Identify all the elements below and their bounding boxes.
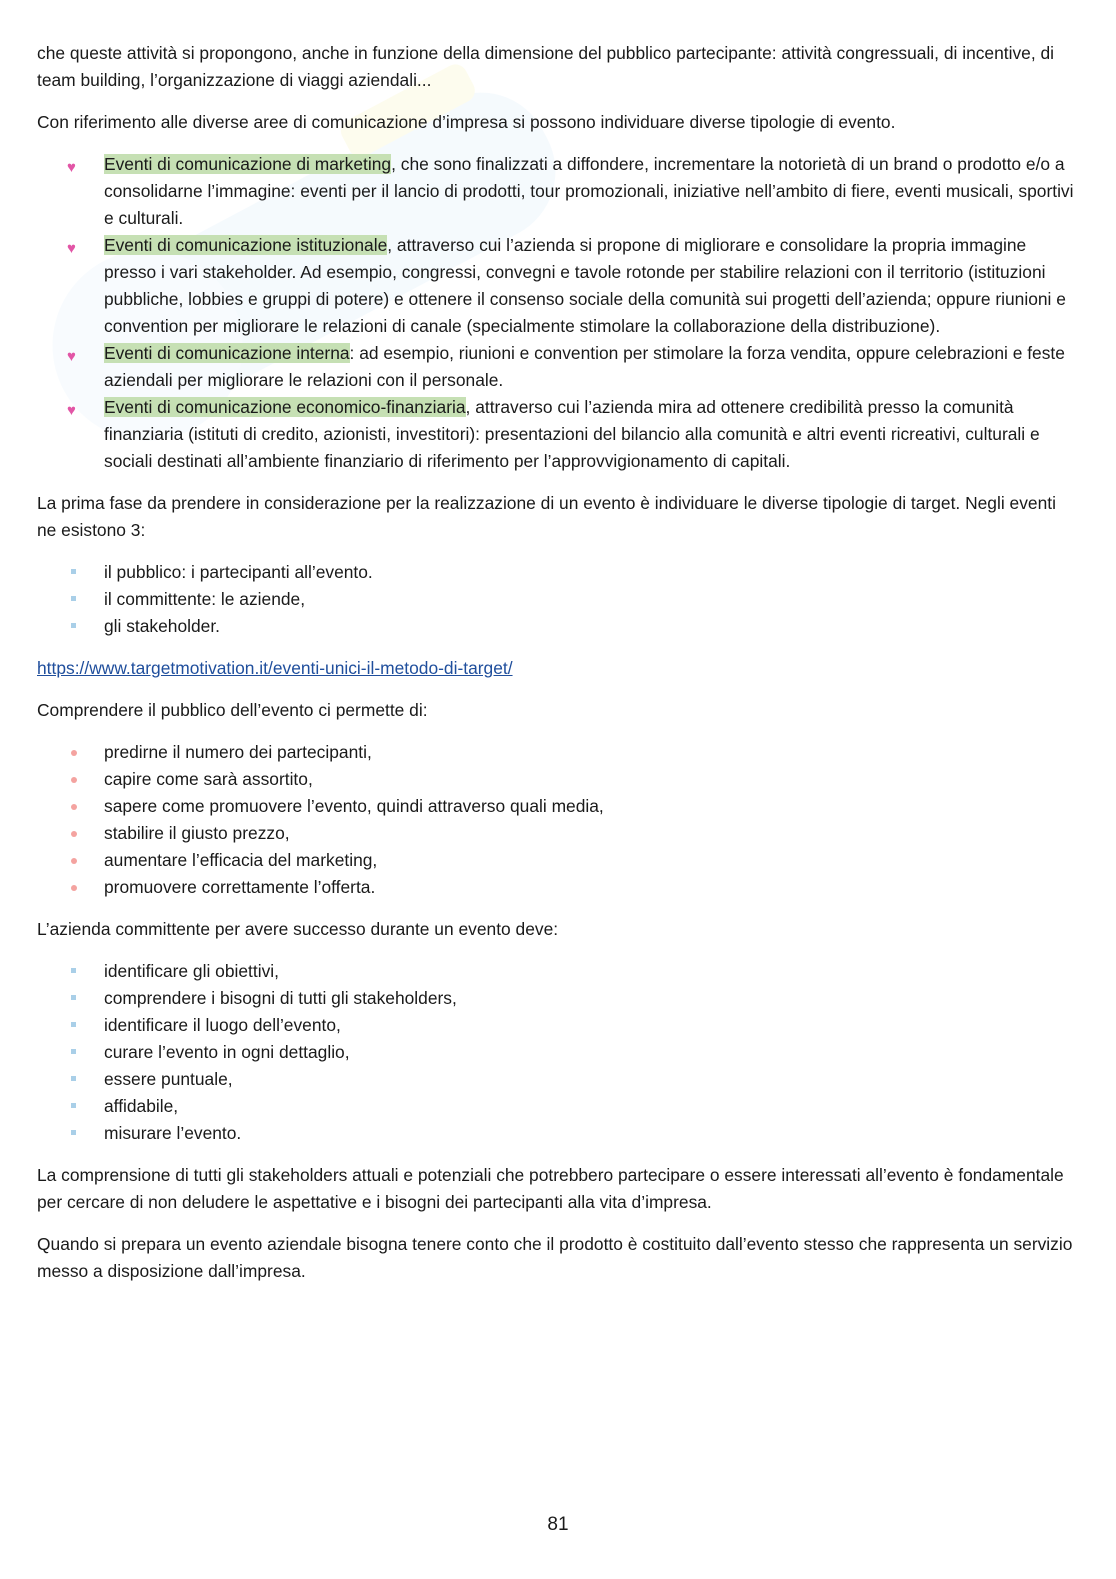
list-item [67, 394, 1077, 475]
heart-bullet-icon: ♥ [67, 159, 76, 176]
list-item: identificare il luogo dell’evento, [104, 1012, 1077, 1039]
list-item: misurare l’evento. [104, 1120, 1077, 1147]
heart-bullet-icon: ♥ [67, 402, 76, 419]
list-item: il pubblico: i partecipanti all’evento. [104, 559, 1077, 586]
list-item: sapere come promuovere l’evento, quindi attraverso quali media, [104, 793, 1077, 820]
list-item: identificare gli obiettivi, [104, 958, 1077, 985]
highlighted-term: Eventi di comunicazione interna [104, 343, 350, 363]
intro-paragraph: che queste attività si propongono, anche in funzione della dimensione del pubblico partecipante: attività congressuali, di incentive, di team building, l’organizzazione di viaggi aziendali... [37, 43, 1055, 90]
square-bullet-icon [71, 623, 76, 628]
list-item: curare l’evento in ogni dettaglio, [104, 1039, 1077, 1066]
square-bullet-icon [71, 1049, 76, 1054]
dot-bullet-icon [71, 777, 77, 783]
list-item: aumentare l’efficacia del marketing, [104, 847, 1077, 874]
areas-intro-paragraph: Con riferimento alle diverse aree di comunicazione d’impresa si possono individuare diverse tipologie di evento. [37, 112, 896, 132]
stakeholders-paragraph: La comprensione di tutti gli stakeholders attuali e potenziali che potrebbero partecipare o essere interessati all’evento è fondamentale per cercare di non deludere le aspettative e i bisogni dei partecipanti alla vita d’impresa. [37, 1165, 1064, 1212]
square-bullet-icon [71, 1022, 76, 1027]
list-item [67, 340, 1077, 394]
list-item: gli stakeholder. [104, 613, 1077, 640]
targets-list [37, 559, 1077, 640]
dot-bullet-icon [71, 885, 77, 891]
square-bullet-icon [71, 569, 76, 574]
list-item: promuovere correttamente l’offerta. [104, 874, 1077, 901]
list-item: capire come sarà assortito, [104, 766, 1077, 793]
list-item: essere puntuale, [104, 1066, 1077, 1093]
heart-bullet-icon: ♥ [67, 348, 76, 365]
list-item-text: , attraverso cui l’azienda si propone di migliorare e consolidare la propria immagine presso i vari stakeholder. Ad esempio, congressi, convegni e tavole rotonde per stabilire relazioni con il territorio (istituzioni pubbliche, lobbies e gruppi di potere) e ottenere il consenso sociale della comunità sui progetti dell’azienda; oppure riunioni e convention per migliorare le relazioni di canale (specialmente stimolare la collaborazione della distribuzione). [104, 235, 1066, 336]
list-item: predirne il numero dei partecipanti, [104, 739, 1077, 766]
reference-link[interactable]: https://www.targetmotivation.it/eventi-unici-il-metodo-di-target/ [37, 658, 513, 678]
product-paragraph: Quando si prepara un evento aziendale bisogna tenere conto che il prodotto è costituito dall’evento stesso che rappresenta un servizio messo a disposizione dall’impresa. [37, 1234, 1073, 1281]
square-bullet-icon [71, 995, 76, 1000]
highlighted-term: Eventi di comunicazione istituzionale [104, 235, 388, 255]
list-item: affidabile, [104, 1093, 1077, 1120]
square-bullet-icon [71, 1130, 76, 1135]
dot-bullet-icon [71, 750, 77, 756]
square-bullet-icon [71, 1103, 76, 1108]
list-item: il committente: le aziende, [104, 586, 1077, 613]
list-item-text: : ad esempio, riunioni e convention per stimolare la forza vendita, oppure celebrazioni e feste aziendali per migliorare le relazioni con il personale. [104, 343, 1065, 390]
dot-bullet-icon [71, 831, 77, 837]
targets-intro-paragraph: La prima fase da prendere in considerazione per la realizzazione di un evento è individuare le diverse tipologie di target. Negli eventi ne esistono 3: [37, 493, 1056, 540]
dot-bullet-icon [71, 858, 77, 864]
audience-intro-paragraph: Comprendere il pubblico dell’evento ci permette di: [37, 700, 428, 720]
square-bullet-icon [71, 1076, 76, 1081]
audience-benefits-list [37, 739, 1077, 901]
highlighted-term: Eventi di comunicazione economico-finanziaria [104, 397, 466, 417]
highlighted-term: Eventi di comunicazione di marketing [104, 154, 392, 174]
list-item: comprendere i bisogni di tutti gli stakeholders, [104, 985, 1077, 1012]
dot-bullet-icon [71, 804, 77, 810]
list-item [67, 232, 1077, 340]
list-item-text: , attraverso cui l’azienda mira ad ottenere credibilità presso la comunità finanziaria (istituti di credito, azionisti, investitori): presentazioni del bilancio alla comunità e altri eventi ricreativi, culturali e sociali destinati all’ambiente finanziario di riferimento per l’approvvigionamento di capitali. [104, 397, 1040, 471]
company-intro-paragraph: L’azienda committente per avere successo durante un evento deve: [37, 919, 559, 939]
company-musts-list [37, 958, 1077, 1147]
event-types-list [37, 151, 1077, 475]
list-item-text: , che sono finalizzati a diffondere, incrementare la notorietà di un brand o prodotto e/o a consolidarne l’immagine: eventi per il lancio di prodotti, tour promozionali, iniziative nell’ambito di fiere, eventi musicali, sportivi e culturali. [104, 154, 1074, 228]
list-item [67, 151, 1077, 232]
heart-bullet-icon: ♥ [67, 240, 76, 257]
list-item: stabilire il giusto prezzo, [104, 820, 1077, 847]
page-number: 81 [547, 1514, 569, 1535]
square-bullet-icon [71, 596, 76, 601]
document-page [37, 40, 1077, 1300]
square-bullet-icon [71, 968, 76, 973]
